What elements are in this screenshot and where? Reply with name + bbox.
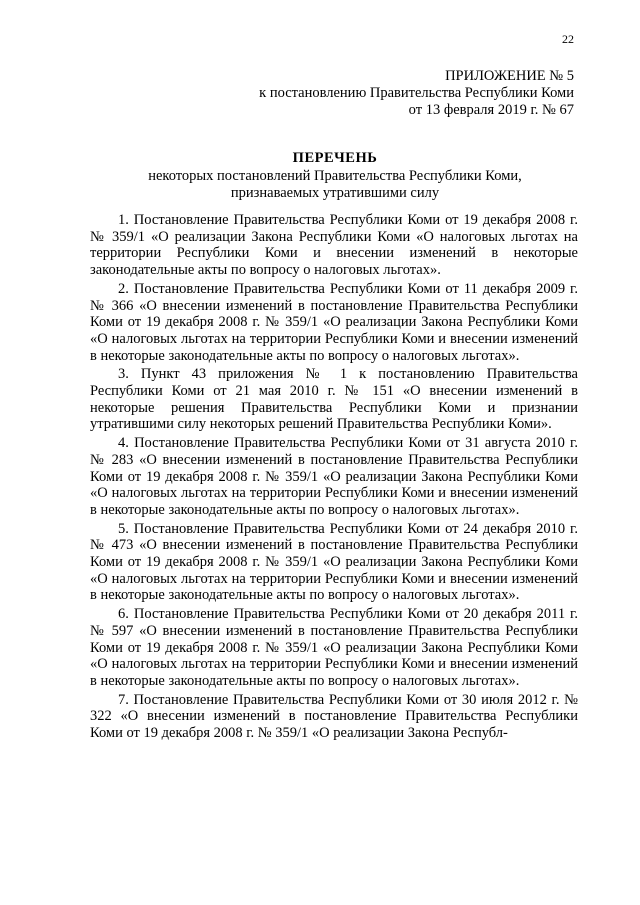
list-item-1: 1. Постановление Правительства Республики Коми от 19 декабря 2008 г. № 359/1 «О реализации Закона Республики Коми «О налоговых льготах на территории Республики Коми и внесении изменений в некоторые законодательные акты по вопросу о налоговых льготах». bbox=[90, 212, 578, 279]
document-subtitle-line-2: признаваемых утратившими силу bbox=[230, 185, 440, 201]
document-subtitle-line-1: некоторых постановлений Правительства Республики Коми, bbox=[148, 167, 522, 184]
list-item-3: 3. Пункт 43 приложения № 1 к постановлению Правительства Республики Коми от 21 мая 2010 г. № 151 «О внесении изменений в некоторые решения Правительства Республики Коми и признании утратившими силу некоторых решений Правительства Республики Коми». bbox=[90, 366, 578, 433]
list-item-4: 4. Постановление Правительства Республики Коми от 31 августа 2010 г. № 283 «О внесении изменений в постановление Правительства Республики Коми от 19 декабря 2008 г. № 359/1 «О реализации Закона Республики Коми «О налоговых льготах на территории Республики Коми и внесении изменений в некоторые законодательные акты по вопросу о налоговых льготах». bbox=[90, 435, 578, 518]
appendix-reference: к постановлению Правительства Республики Коми bbox=[259, 85, 574, 101]
document-heading bbox=[90, 150, 580, 203]
appendix-date: от 13 февраля 2019 г. № 67 bbox=[408, 102, 574, 118]
list-item-7: 7. Постановление Правительства Республики Коми от 30 июля 2012 г. № 322 «О внесении изменений в постановление Правительства Республики Коми от 19 декабря 2008 г. № 359/1 «О реализации Закона Республ- bbox=[90, 691, 578, 742]
list-item-5: 5. Постановление Правительства Республики Коми от 24 декабря 2010 г. № 473 «О внесении изменений в постановление Правительства Республики Коми от 19 декабря 2008 г. № 359/1 «О реализации Закона Республики Коми «О налоговых льготах на территории Республики Коми и внесении изменений в некоторые законодательные акты по вопросу о налоговых льготах». bbox=[90, 520, 578, 604]
appendix-title: ПРИЛОЖЕНИЕ № 5 bbox=[445, 68, 574, 84]
document-title: ПЕРЕЧЕНЬ bbox=[292, 150, 378, 166]
list-item-2: 2. Постановление Правительства Республики Коми от 11 декабря 2009 г. № 366 «О внесении изменений в постановление Правительства Республики Коми от 19 декабря 2008 г. № 359/1 «О реализации Закона Республики Коми «О налоговых льготах на территории Республики Коми и внесении изменений в некоторые законодательные акты по вопросу о налоговых льготах». bbox=[90, 280, 578, 364]
page-number: 22 bbox=[562, 32, 574, 46]
document-body bbox=[90, 212, 578, 744]
appendix-header bbox=[259, 68, 574, 119]
list-item-6: 6. Постановление Правительства Республики Коми от 20 декабря 2011 г. № 597 «О внесении изменений в постановление Правительства Республики Коми от 19 декабря 2008 г. № 359/1 «О реализации Закона Республики Коми «О налоговых льготах на территории Республики Коми и внесении изменений в некоторые законодательные акты по вопросу о налоговых льготах». bbox=[90, 606, 578, 689]
